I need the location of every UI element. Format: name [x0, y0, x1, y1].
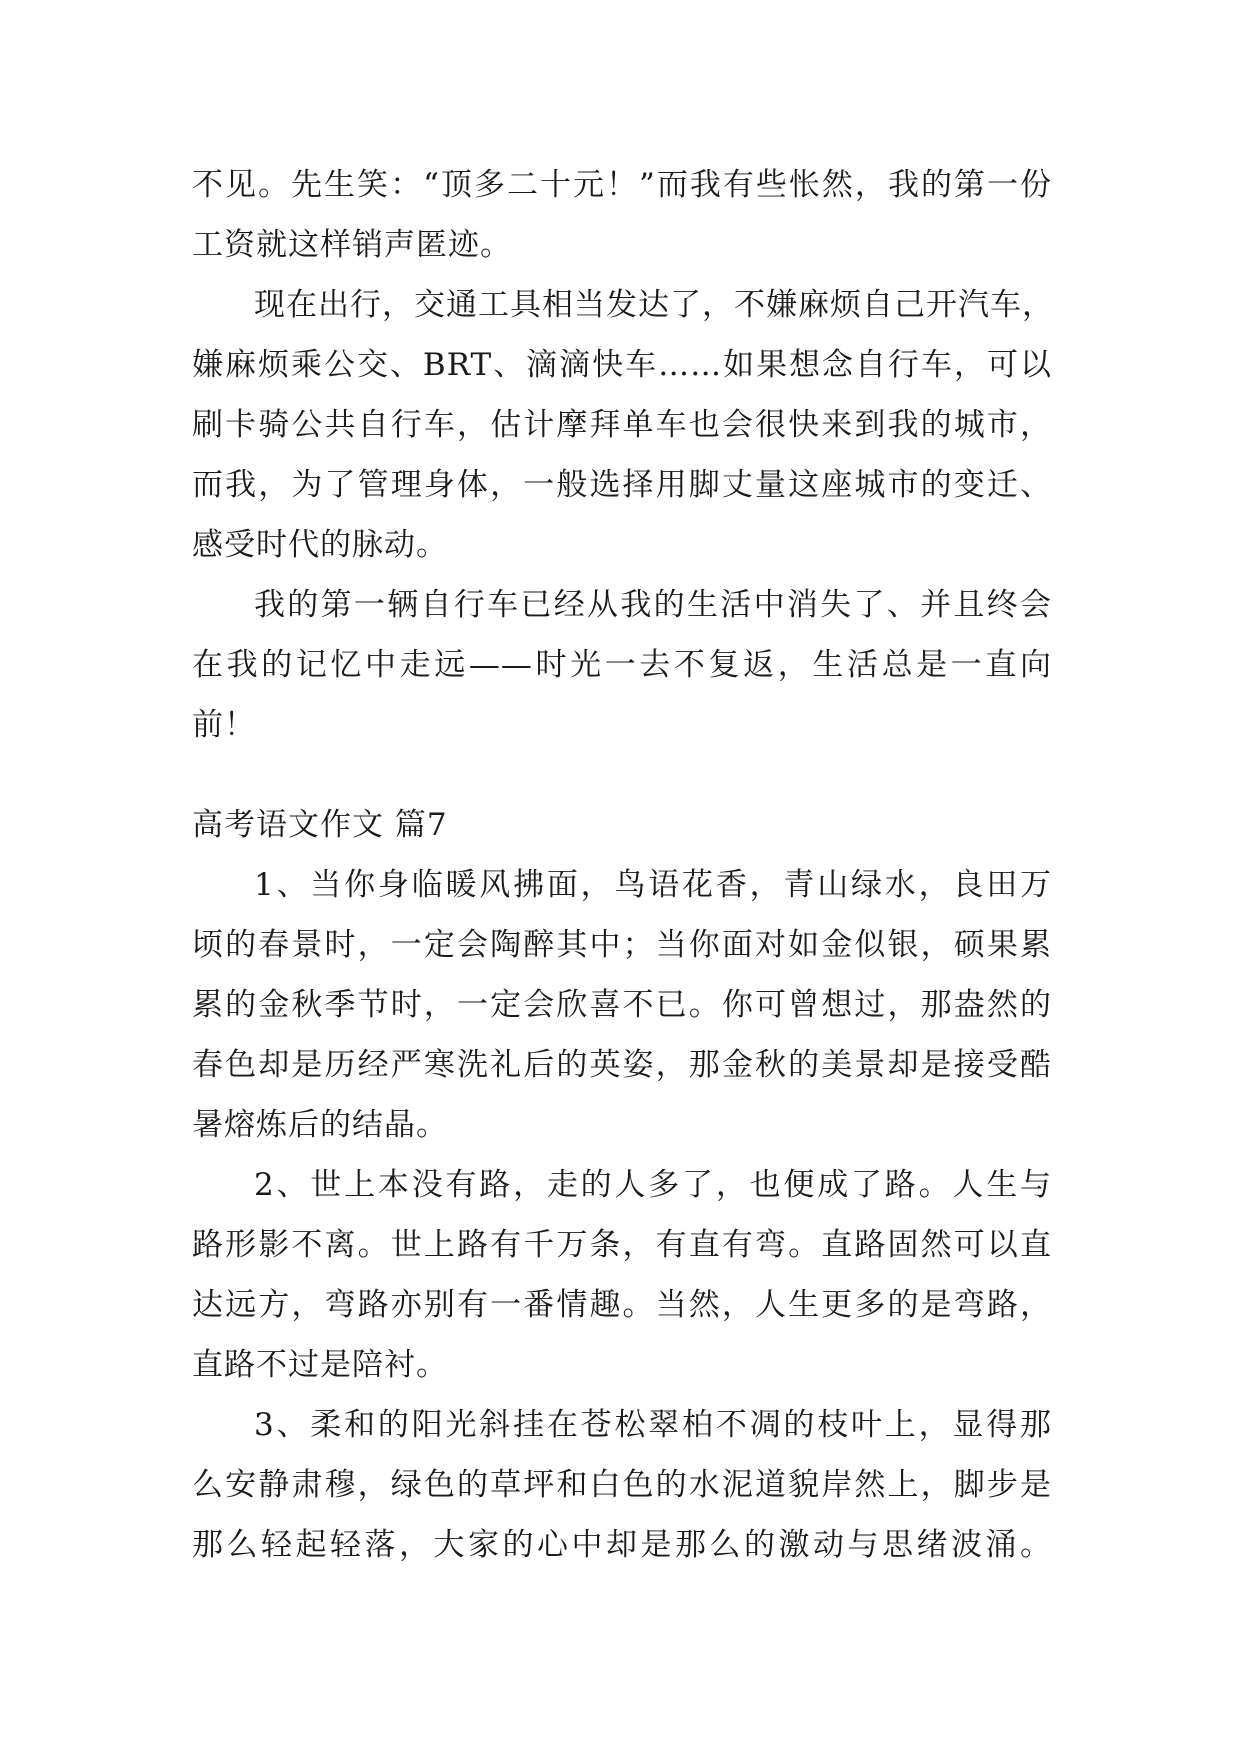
paragraph-line: 3、柔和的阳光斜挂在苍松翠柏不凋的枝叶上，显得那	[254, 1407, 1052, 1443]
paragraph-line: 现在出行，交通工具相当发达了，不嫌麻烦自己开汽车，	[254, 287, 1054, 323]
paragraph-line: 达远方，弯路亦别有一番情趣。当然，人生更多的是弯路，	[192, 1287, 1052, 1323]
paragraph-line: 嫌麻烦乘公交、BRT、滴滴快车……如果想念自行车，可以	[192, 347, 1052, 383]
paragraph-line: 春色却是历经严寒洗礼后的英姿，那金秋的美景却是接受酷	[192, 1047, 1052, 1083]
paragraph-line: 而我，为了管理身体，一般选择用脚丈量这座城市的变迁、	[192, 467, 1052, 503]
paragraph-line: 2、世上本没有路，走的人多了，也便成了路。人生与	[254, 1167, 1052, 1203]
paragraph-line: 工资就这样销声匿迹。	[192, 227, 512, 263]
paragraph-line: 么安静肃穆，绿色的草坪和白色的水泥道貌岸然上，脚步是	[192, 1467, 1052, 1503]
paragraph-line: 前！	[192, 707, 256, 743]
paragraph-line: 直路不过是陪衬。	[192, 1347, 448, 1383]
paragraph-line: 那么轻起轻落，大家的心中却是那么的激动与思绪波涌。	[192, 1527, 1052, 1563]
paragraph-line: 路形影不离。世上路有千万条，有直有弯。直路固然可以直	[192, 1227, 1052, 1263]
paragraph-line: 我的第一辆自行车已经从我的生活中消失了、并且终会	[254, 587, 1052, 623]
paragraph-line: 顷的春景时，一定会陶醉其中；当你面对如金似银，硕果累	[192, 927, 1052, 963]
section-heading: 高考语文作文 篇7	[192, 807, 448, 843]
paragraph-line: 刷卡骑公共自行车，估计摩拜单车也会很快来到我的城市，	[192, 407, 1052, 443]
paragraph-line: 暑熔炼后的结晶。	[192, 1107, 448, 1143]
paragraph-line: 不见。先生笑：“顶多二十元！”而我有些怅然，我的第一份	[192, 167, 1052, 203]
paragraph-line: 累的金秋季节时，一定会欣喜不已。你可曾想过，那盎然的	[192, 987, 1052, 1023]
paragraph-line: 感受时代的脉动。	[192, 527, 448, 563]
paragraph-line: 1、当你身临暖风拂面，鸟语花香，青山绿水，良田万	[254, 867, 1052, 903]
paragraph-line: 在我的记忆中走远——时光一去不复返，生活总是一直向	[192, 647, 1052, 683]
